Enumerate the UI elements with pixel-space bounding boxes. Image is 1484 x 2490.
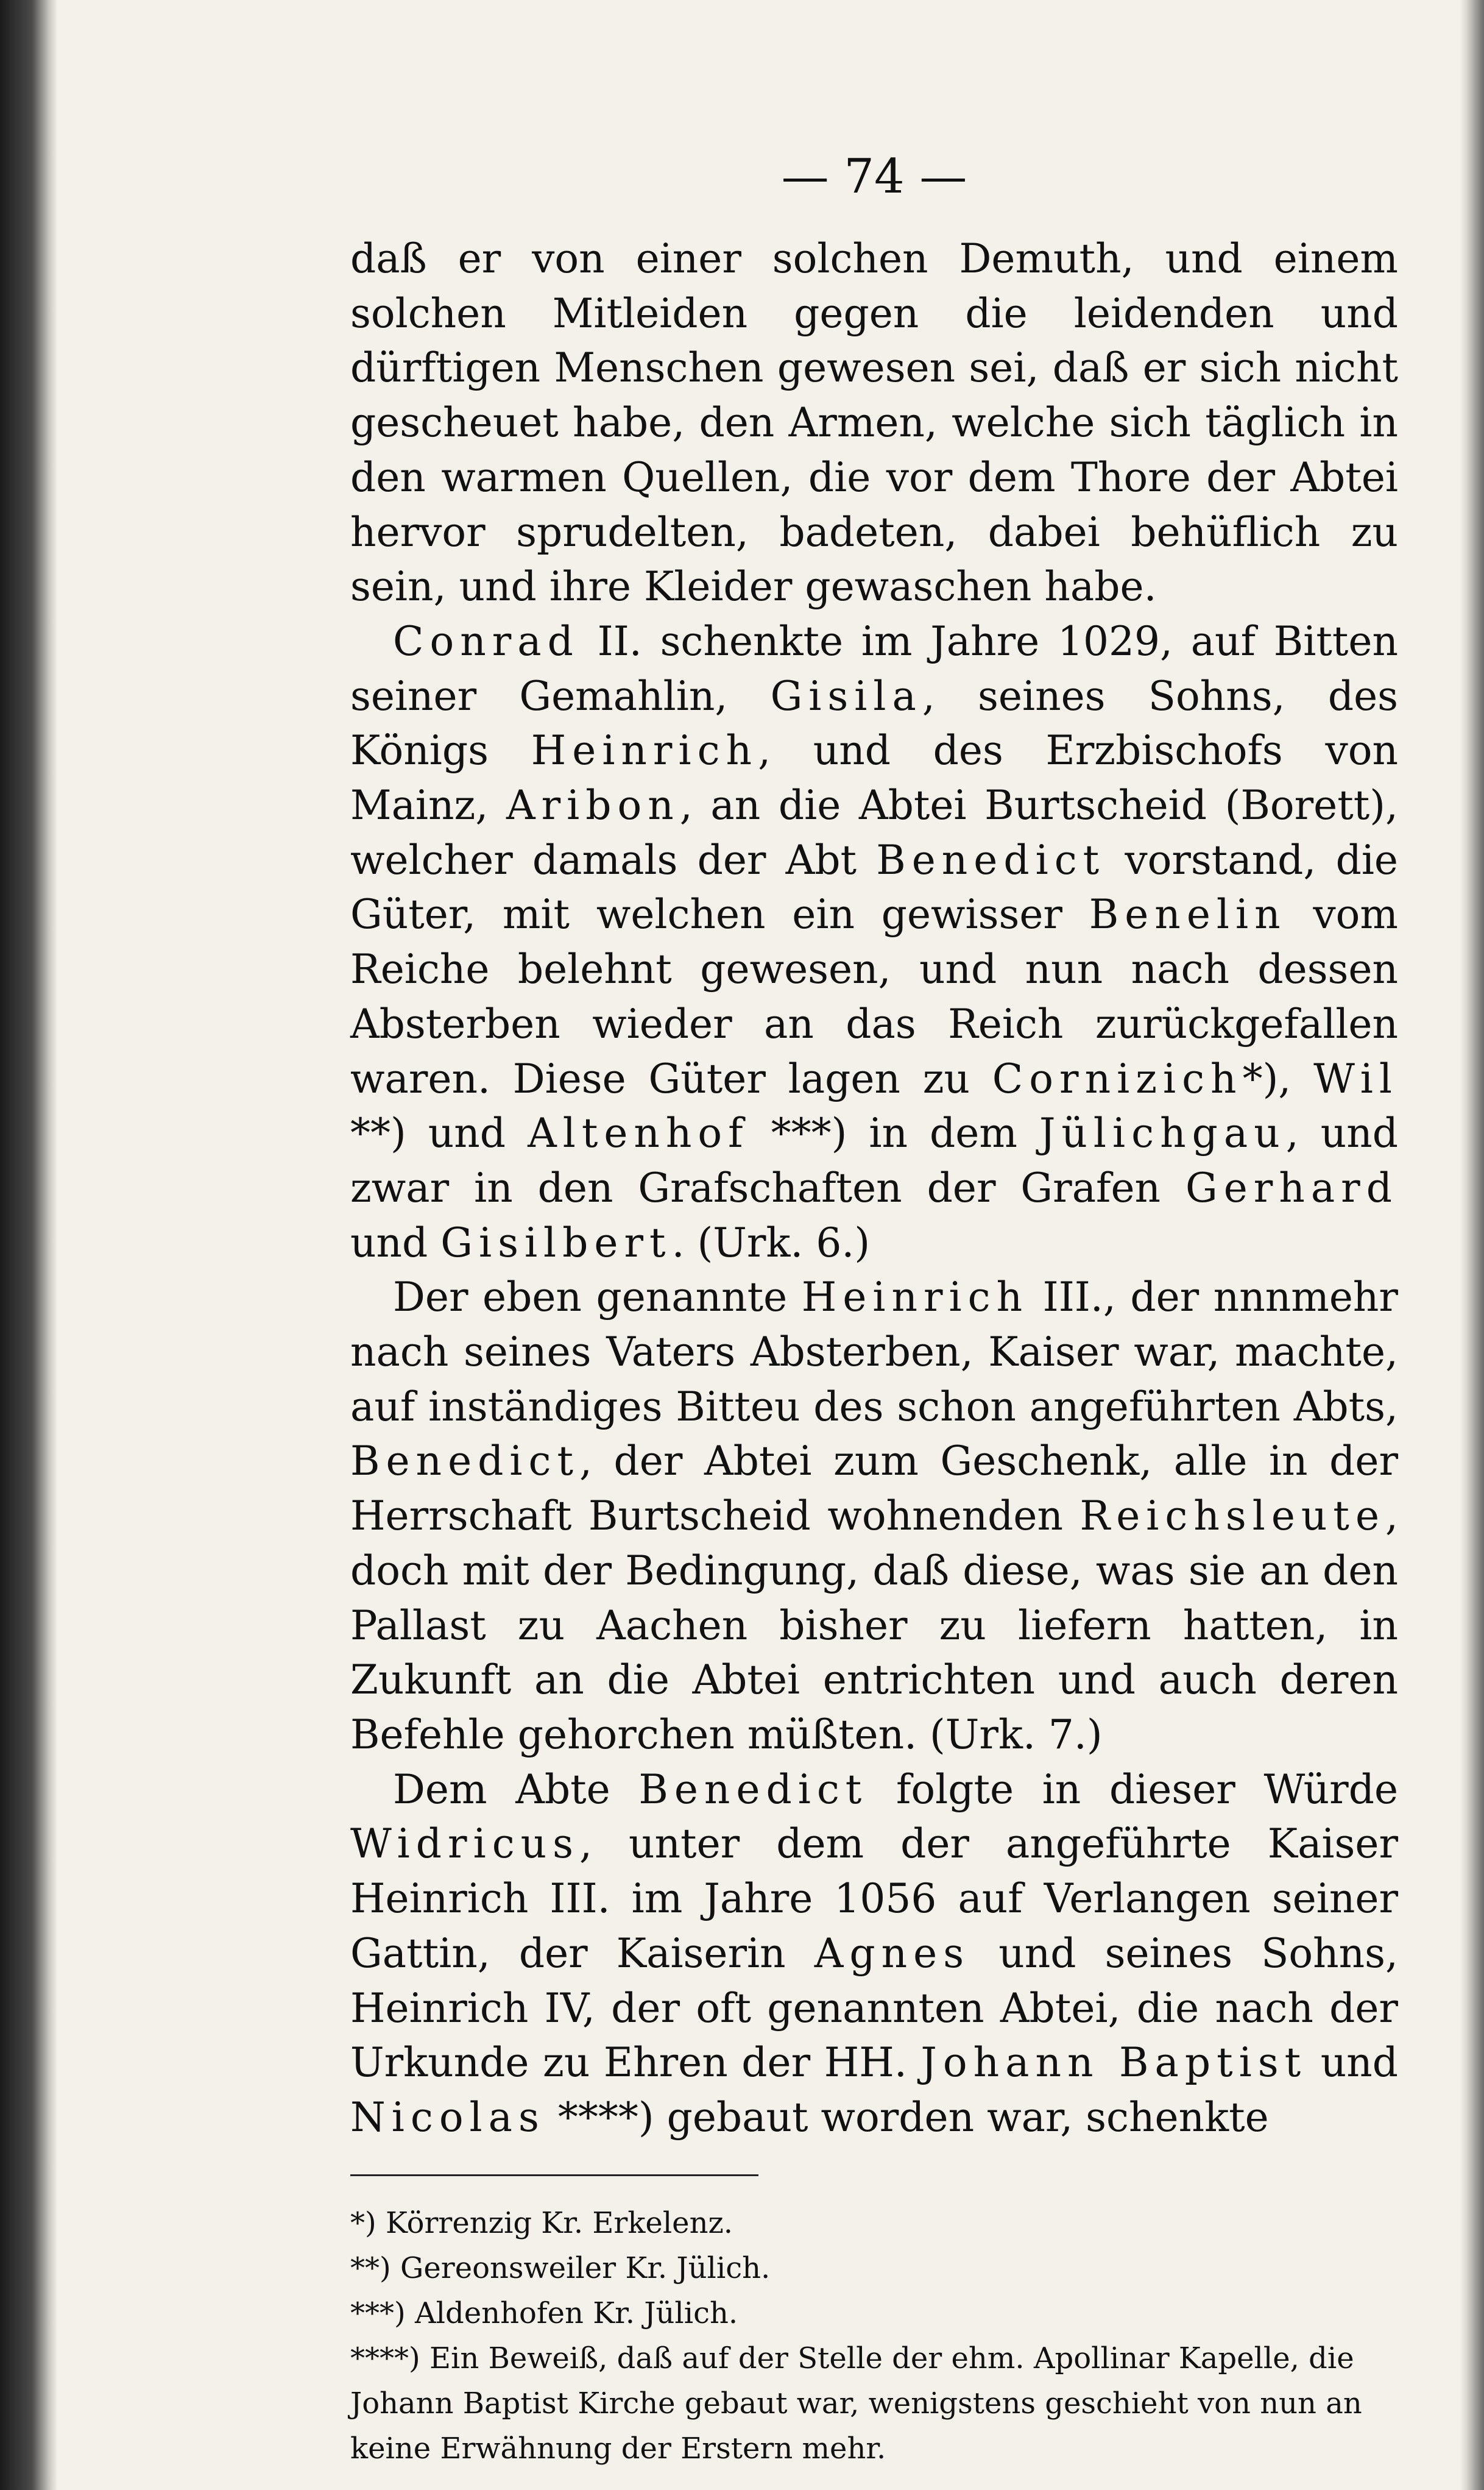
emphasized-name: Heinrich	[801, 1274, 1029, 1321]
footnote	[350, 2336, 1398, 2471]
text-run: **) und	[350, 1110, 528, 1157]
text-run: und	[350, 1219, 441, 1266]
emphasized-name: Gisilbert	[440, 1219, 672, 1266]
text-run: . (Urk. 6.)	[671, 1219, 871, 1266]
emphasized-name: Gerhard	[1185, 1164, 1398, 1211]
text-run: Der eben genannte	[393, 1274, 802, 1321]
text-run: II. schenkte im Jahre 1029, auf Bitten seiner Gemahlin,	[350, 617, 1398, 720]
emphasized-name: Widricus	[350, 1820, 580, 1868]
text-run: daß er von einer solchen Demuth, und einem solchen Mitleiden gegen die leidenden und dürftigen Menschen gewesen sei, daß er sich nicht gescheuet habe, den Armen, welche sich täglich in den warmen Quellen, die vor dem Thore der Abtei hervor sprudelten, badeten, dabei behüflich zu sein, und ihre Kleider gewaschen habe.	[350, 235, 1398, 611]
emphasized-name: Aribon	[506, 782, 680, 829]
book-page	[350, 146, 1398, 2471]
footnotes	[350, 2201, 1398, 2471]
page-number: — 74 —	[781, 149, 967, 204]
text-run: und	[1307, 2039, 1398, 2087]
footnote	[350, 2291, 1398, 2336]
text-run: ****) gebaut worden war, schenkte	[545, 2093, 1269, 2141]
footnote-text: Aldenhofen Kr. Jülich.	[415, 2296, 738, 2330]
page-edge	[1460, 0, 1484, 2490]
footnote-text: Gereonsweiler Kr. Jülich.	[400, 2251, 771, 2285]
emphasized-name: Benedict	[638, 1765, 868, 1813]
text-run: , seines Sohns, des Königs	[350, 672, 1398, 775]
paragraph	[350, 614, 1398, 1270]
text-run: folgte in dieser Würde	[867, 1765, 1399, 1813]
emphasized-name: Jülichgau	[1039, 1110, 1286, 1157]
text-run: *),	[1242, 1055, 1314, 1102]
text-run: , unter dem der angeführte Kaiser Heinrich III. im Jahre 1056 auf Verlangen seiner Gattin, der Kaiserin	[350, 1820, 1398, 1977]
footnote-mark: ***)	[350, 2296, 406, 2330]
text-run: , der Abtei zum Geschenk, alle in der Herrschaft Burtscheid wohnenden	[350, 1438, 1398, 1540]
paragraph	[350, 1270, 1398, 1762]
footnote-text: Körrenzig Kr. Erkelenz.	[386, 2205, 733, 2240]
text-run: , und des Erzbischofs von Mainz,	[350, 727, 1398, 829]
footnote-text: Ein Beweiß, daß auf der Stelle der ehm. Apollinar Kapelle, die Johann Baptist Kirche gebaut war, wenigstens geschieht von nun an keine Erwähnung der Erstern mehr.	[350, 2341, 1362, 2466]
emphasized-name: Reichsleute	[1079, 1492, 1386, 1540]
text-run: , und zwar in den Grafschaften der Grafen	[350, 1110, 1398, 1211]
emphasized-name: Heinrich	[531, 727, 758, 775]
body-text	[350, 232, 1398, 2145]
footnote	[350, 2246, 1398, 2291]
text-run: vom Reiche belehnt gewesen, und nun nach dessen Absterben wieder an das Reich zurückgefallen waren. Diese Güter lagen zu	[350, 891, 1398, 1102]
text-run: vorstand, die Güter, mit welchen ein gewisser	[350, 836, 1398, 938]
emphasized-name: Benedict	[876, 836, 1106, 884]
emphasized-name: Benedict	[350, 1438, 579, 1485]
emphasized-name: Cornizich	[992, 1055, 1243, 1102]
paragraph	[350, 232, 1398, 614]
footnote	[350, 2201, 1398, 2246]
emphasized-name: Conrad	[393, 617, 579, 665]
footnote-divider	[350, 2174, 758, 2176]
text-run: und seines Sohns, Heinrich IV, der oft genannten Abtei, die nach der Urkunde zu Ehren der HH.	[350, 1929, 1398, 2087]
emphasized-name: Wil	[1313, 1055, 1398, 1102]
footnote-mark: **)	[350, 2251, 391, 2285]
emphasized-name: Johann Baptist	[920, 2039, 1307, 2087]
text-run: , doch mit der Bedingung, daß diese, was sie an den Pallast zu Aachen bisher zu liefern hatten, in Zukunft an die Abtei entrichten und auch deren Befehle gehorchen müßten. (Urk. 7.)	[350, 1492, 1398, 1758]
text-run: ***) in dem	[749, 1110, 1039, 1157]
emphasized-name: Gisila	[770, 672, 922, 720]
emphasized-name: Altenhof	[528, 1110, 749, 1157]
emphasized-name: Benelin	[1089, 891, 1287, 938]
paragraph	[350, 1762, 1398, 2145]
text-run: III., der nnnmehr nach seines Vaters Absterben, Kaiser war, machte, auf inständiges Bitteu des schon angeführten Abts,	[350, 1274, 1398, 1430]
footnote-mark: *)	[350, 2205, 376, 2240]
book-gutter-shadow	[0, 0, 58, 2490]
text-run: , an die Abtei Burtscheid (Borett), welcher damals der Abt	[350, 782, 1398, 884]
emphasized-name: Agnes	[814, 1929, 970, 1977]
emphasized-name: Nicolas	[350, 2093, 545, 2141]
footnote-mark: ****)	[350, 2341, 420, 2375]
text-run: Dem Abte	[393, 1765, 639, 1813]
